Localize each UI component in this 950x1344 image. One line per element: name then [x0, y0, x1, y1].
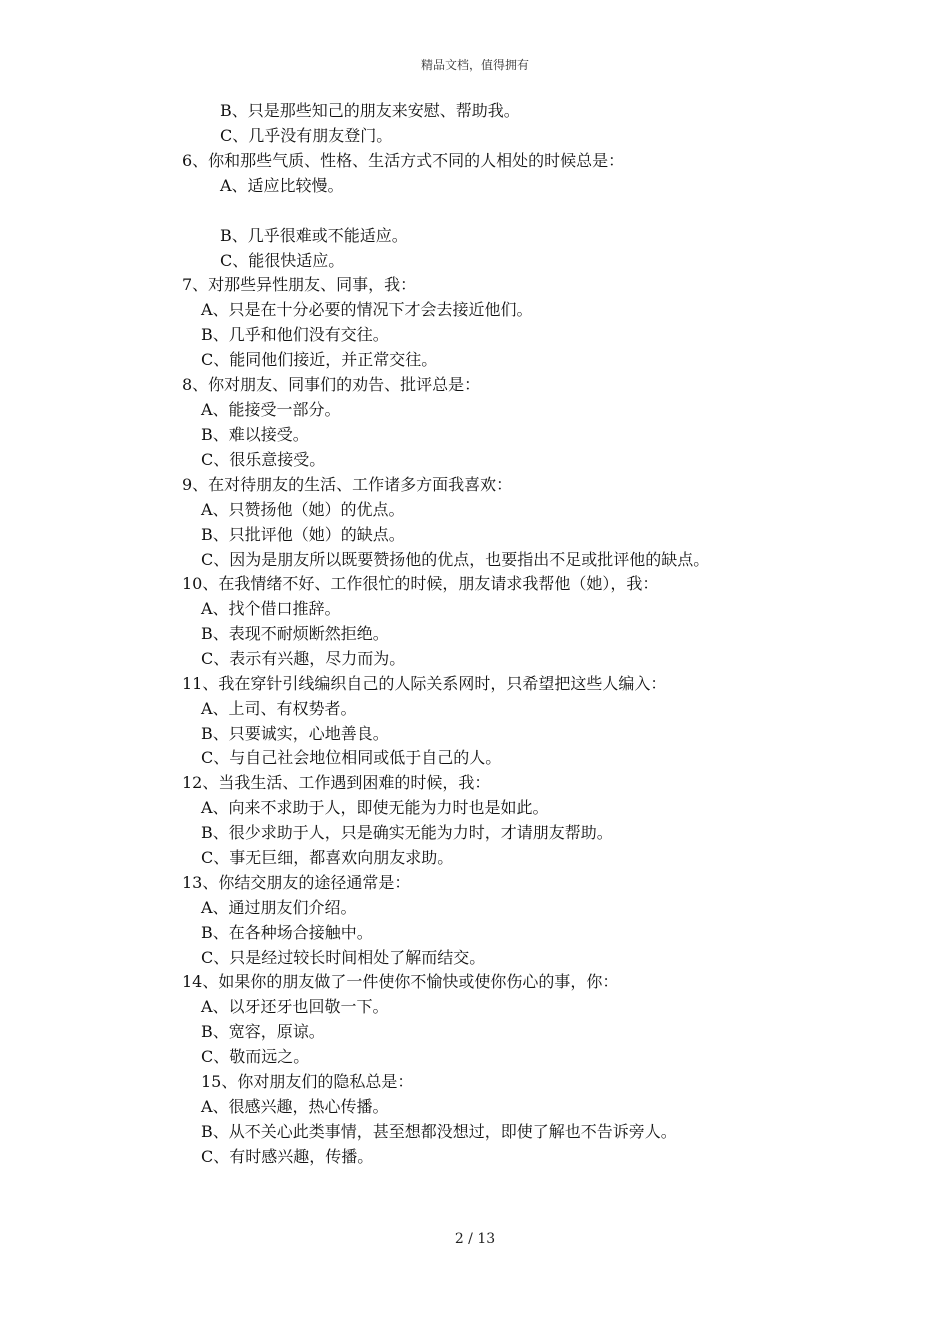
question-10: 10、在我情绪不好、工作很忙的时候，朋友请求我帮他（她），我：: [182, 574, 659, 593]
option-8a: A、能接受一部分。: [201, 400, 341, 419]
option-10b: B、表现不耐烦断然拒绝。: [201, 624, 389, 643]
option-9a: A、只赞扬他（她）的优点。: [201, 500, 405, 519]
option-11a: A、上司、有权势者。: [201, 699, 357, 718]
option-15c: C、有时感兴趣，传播。: [201, 1147, 374, 1166]
question-15: 15、你对朋友们的隐私总是：: [201, 1072, 414, 1091]
option-14a: A、以牙还牙也回敬一下。: [201, 997, 389, 1016]
question-7: 7、对那些异性朋友、同事，我：: [182, 275, 417, 294]
option-7c: C、能同他们接近，并正常交往。: [201, 350, 438, 369]
question-6: 6、你和那些气质、性格、生活方式不同的人相处的时候总是：: [182, 151, 625, 170]
page-header: 精品文档，值得拥有: [420, 58, 529, 72]
page-number: 2 / 13: [454, 1231, 496, 1247]
option-9b: B、只批评他（她）的缺点。: [201, 525, 405, 544]
option-10a: A、找个借口推辞。: [201, 599, 341, 618]
question-14: 14、如果你的朋友做了一件使你不愉快或使你伤心的事，你：: [182, 972, 619, 991]
question-9: 9、在对待朋友的生活、工作诸多方面我喜欢：: [182, 475, 513, 494]
option-7b: B、几乎和他们没有交往。: [201, 325, 389, 344]
question-12: 12、当我生活、工作遇到困难的时候，我：: [182, 773, 491, 792]
question-13: 13、你结交朋友的途径通常是：: [182, 873, 411, 892]
option-14b: B、宽容，原谅。: [201, 1022, 325, 1041]
option-5c: C、几乎没有朋友登门。: [220, 126, 393, 145]
question-11: 11、我在穿针引线编织自己的人际关系网时，只希望把这些人编入：: [182, 674, 667, 693]
option-11b: B、只要诚实，心地善良。: [201, 724, 389, 743]
option-13a: A、通过朋友们介绍。: [201, 898, 357, 917]
option-6c: C、能很快适应。: [220, 251, 345, 270]
option-7a: A、只是在十分必要的情况下才会去接近他们。: [201, 300, 533, 319]
option-12c: C、事无巨细，都喜欢向朋友求助。: [201, 848, 454, 867]
question-8: 8、你对朋友、同事们的劝告、批评总是：: [182, 375, 481, 394]
option-5b: B、只是那些知己的朋友来安慰、帮助我。: [220, 101, 520, 120]
option-12a: A、向来不求助于人，即使无能为力时也是如此。: [201, 798, 549, 817]
option-15a: A、很感兴趣，热心传播。: [201, 1097, 389, 1116]
option-8b: B、难以接受。: [201, 425, 309, 444]
option-11c: C、与自己社会地位相同或低于自己的人。: [201, 748, 502, 767]
option-14c: C、敬而远之。: [201, 1047, 310, 1066]
option-9c: C、因为是朋友所以既要赞扬他的优点，也要指出不足或批评他的缺点。: [201, 550, 710, 569]
option-8c: C、很乐意接受。: [201, 450, 326, 469]
option-12b: B、很少求助于人，只是确实无能为力时，才请朋友帮助。: [201, 823, 613, 842]
option-15b: B、从不关心此类事情，甚至想都没想过，即使了解也不告诉旁人。: [201, 1122, 677, 1141]
option-6a: A、适应比较慢。: [220, 176, 344, 195]
option-6b: B、几乎很难或不能适应。: [220, 226, 408, 245]
option-13c: C、只是经过较长时间相处了解而结交。: [201, 948, 486, 967]
option-10c: C、表示有兴趣，尽力而为。: [201, 649, 406, 668]
option-13b: B、在各种场合接触中。: [201, 923, 373, 942]
